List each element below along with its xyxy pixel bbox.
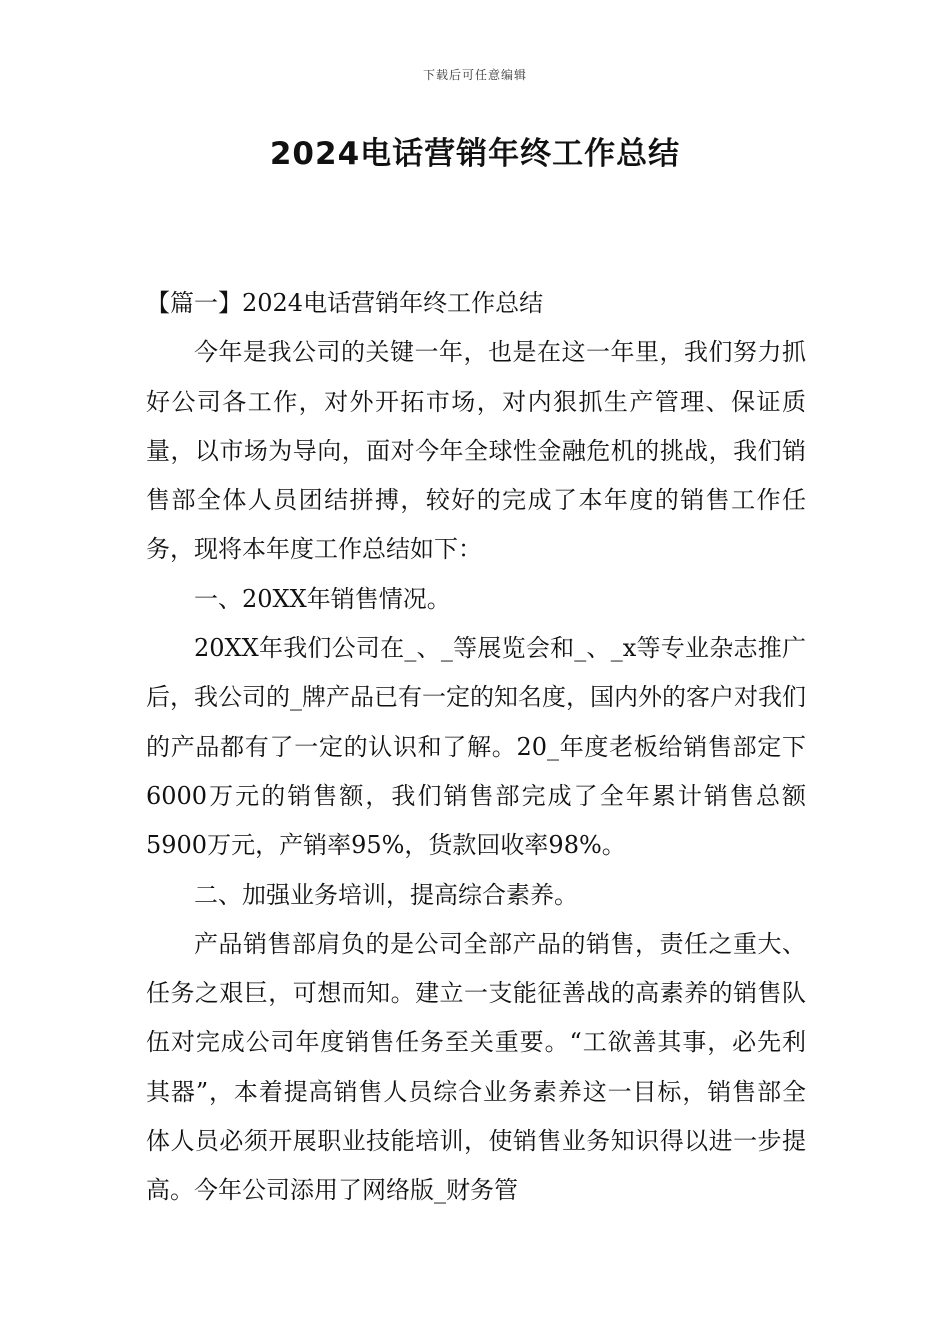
paragraph-intro: 今年是我公司的关键一年，也是在这一年里，我们努力抓好公司各工作，对外开拓市场，对内狠抓生产管理、保证质量，以市场为导向，面对今年全球性金融危机的挑战，我们销售部全体人员团结拼搏，较好的完成了本年度的销售工作任务，现将本年度工作总结如下： [146,338,806,564]
document-body [146,279,806,1216]
subheading-training: 二、加强业务培训，提高综合素养。 [194,880,578,909]
section-heading: 【篇一】2024电话营销年终工作总结 [146,289,544,317]
header-note: 下载后可任意编辑 [422,68,527,82]
document-title: 2024电话营销年终工作总结 [269,136,681,172]
paragraph-sales-status: 20XX年我们公司在_、_等展览会和_、_x等专业杂志推广后，我公司的_牌产品已有一定的知名度，国内外的客户对我们的产品都有了一定的认识和了解。20_年度老板给销售部定下6000万元的销售额，我们销售部完成了全年累计销售总额5900万元，产销率95%，货款回收率98%。 [146,634,806,860]
subheading-sales-status: 一、20XX年销售情况。 [194,584,451,613]
paragraph-training: 产品销售部肩负的是公司全部产品的销售，责任之重大、任务之艰巨，可想而知。建立一支能征善战的高素养的销售队伍对完成公司年度销售任务至关重要。“工欲善其事，必先利其器”，本着提高销售人员综合业务素养这一目标，销售部全体人员必须开展职业技能培训，使销售业务知识得以进一步提高。今年公司添用了网络版_财务管 [146,929,806,1205]
